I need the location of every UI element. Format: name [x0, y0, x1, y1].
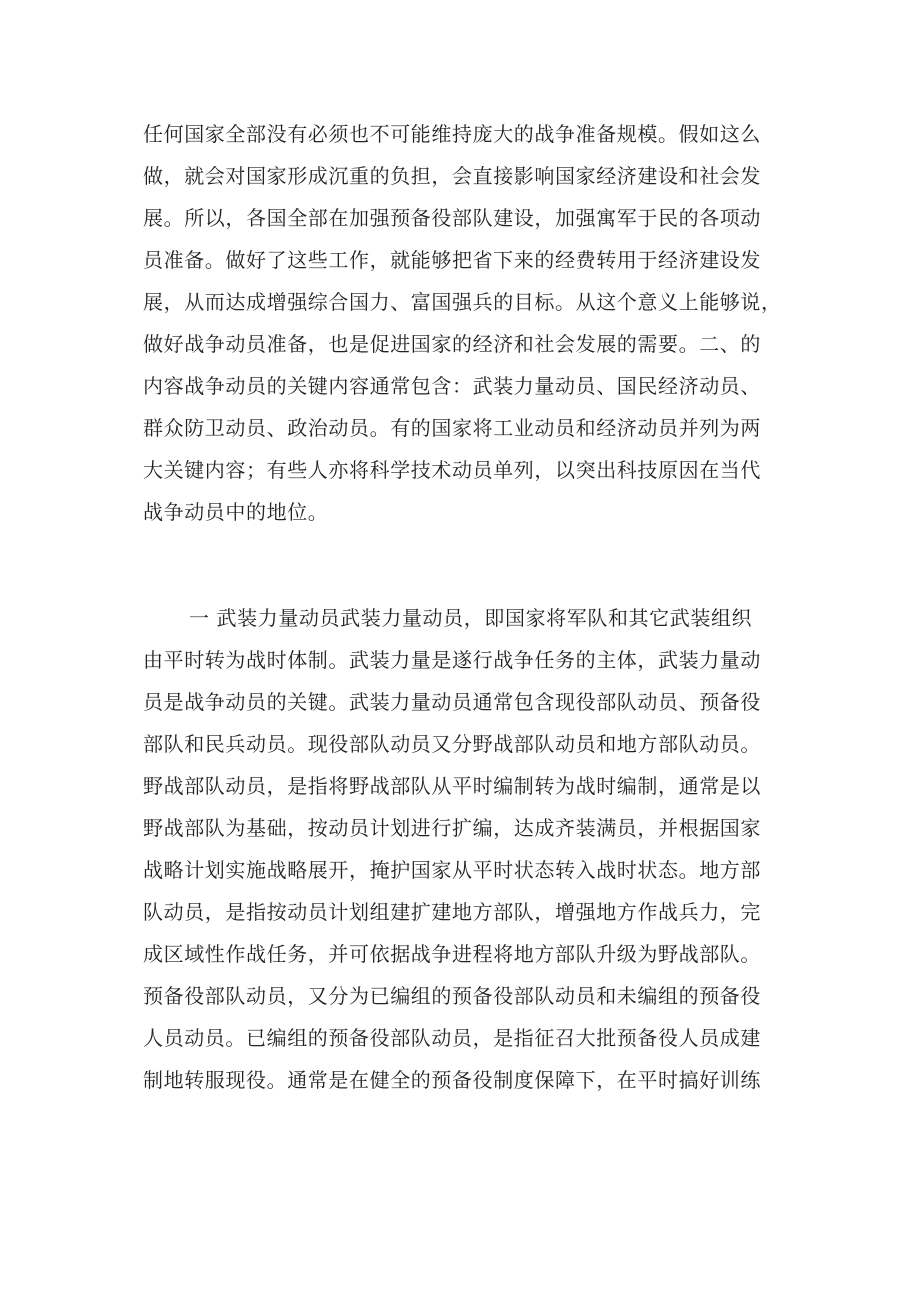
text-line: 内容战争动员的关键内容通常包含：武装力量动员、国民经济动员、 [143, 374, 761, 398]
text-line: 预备役部队动员，又分为已编组的预备役部队动员和未编组的预备役 [143, 984, 761, 1008]
text-line: 队动员，是指按动员计划组建扩建地方部队，增强地方作战兵力，完 [143, 900, 761, 924]
text-line: 大关键内容；有些人亦将科学技术动员单列，以突出科技原因在当代 [143, 458, 761, 482]
text-line-first: 一 武装力量动员武装力量动员，即国家将军队和其它武装组织 [189, 606, 753, 630]
text-line: 制地转服现役。通常是在健全的预备役制度保障下，在平时搞好训练 [143, 1068, 761, 1092]
text-line: 做好战争动员准备，也是促进国家的经济和社会发展的需要。二、的 [143, 332, 761, 356]
text-line: 战略计划实施战略展开，掩护国家从平时状态转入战时状态。地方部 [143, 858, 761, 882]
text-line: 成区域性作战任务，并可依据战争进程将地方部队升级为野战部队。 [143, 942, 761, 966]
text-line: 人员动员。已编组的预备役部队动员，是指征召大批预备役人员成建 [143, 1026, 761, 1050]
text-line: 展。所以，各国全部在加强预备役部队建设，加强寓军于民的各项动 [143, 206, 761, 230]
text-line: 员准备。做好了这些工作，就能够把省下来的经费转用于经济建设发 [143, 248, 761, 272]
text-line: 展，从而达成增强综合国力、富国强兵的目标。从这个意义上能够说， [143, 290, 782, 314]
text-line: 群众防卫动员、政治动员。有的国家将工业动员和经济动员并列为两 [143, 416, 761, 440]
text-line: 由平时转为战时体制。武装力量是遂行战争任务的主体，武装力量动 [143, 648, 761, 672]
text-line: 野战部队为基础，按动员计划进行扩编，达成齐装满员，并根据国家 [143, 816, 761, 840]
text-line: 做，就会对国家形成沉重的负担，会直接影响国家经济建设和社会发 [143, 164, 761, 188]
text-line: 战争动员中的地位。 [143, 500, 329, 524]
text-line: 部队和民兵动员。现役部队动员又分野战部队动员和地方部队动员。 [143, 732, 761, 756]
text-line: 任何国家全部没有必须也不可能维持庞大的战争准备规模。假如这么 [143, 122, 761, 146]
text-line: 员是战争动员的关键。武装力量动员通常包含现役部队动员、预备役 [143, 690, 761, 714]
paragraph-2 [143, 597, 783, 1101]
text-line: 野战部队动员，是指将野战部队从平时编制转为战时编制，通常是以 [143, 774, 761, 798]
paragraph-1 [143, 113, 783, 533]
